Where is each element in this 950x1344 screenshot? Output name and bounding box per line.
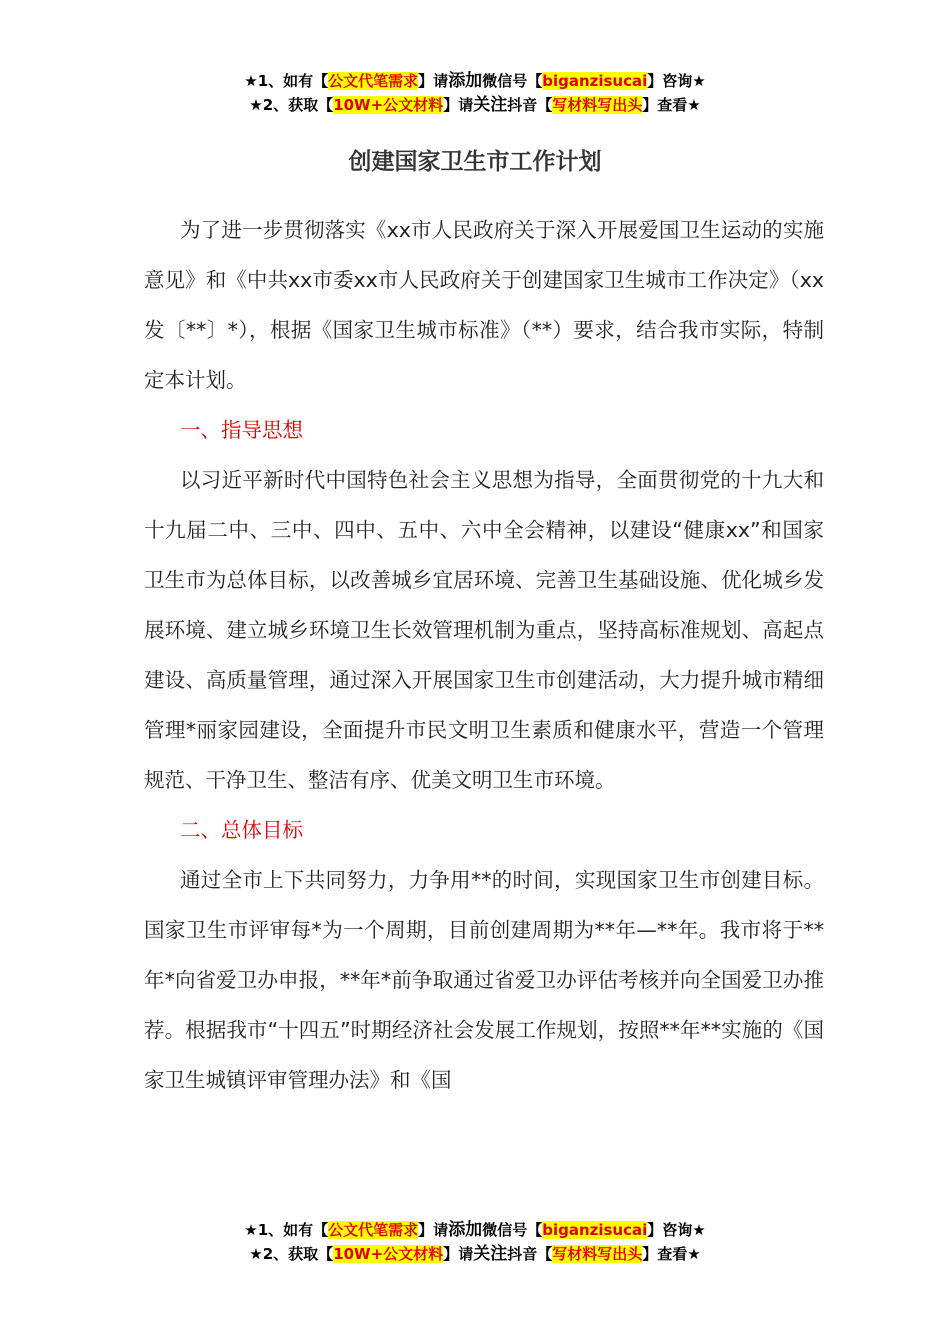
highlight-materials: 10W+公文材料 [333, 1245, 444, 1263]
banner-text: ★2、获取【 [249, 1245, 334, 1263]
banner-text: 微信号【 [482, 1221, 543, 1239]
banner-text: 抖音【 [507, 1245, 553, 1263]
banner-text: ★1、如有【 [244, 1221, 329, 1239]
section-heading-overall-goals: 二、总体目标 [180, 818, 303, 842]
banner-text: 】查看★ [642, 96, 701, 114]
highlight-service: 公文代笔需求 [328, 72, 419, 90]
highlight-service: 公文代笔需求 [328, 1221, 419, 1239]
footer-banner [0, 1218, 950, 1266]
banner-line-1 [0, 69, 950, 93]
banner-emphasis: 关注 [473, 95, 508, 115]
highlight-douyin-account: 写材料写出头 [552, 96, 643, 114]
banner-text: 】咨询★ [647, 72, 706, 90]
banner-text: 微信号【 [482, 72, 543, 90]
section-paragraph-overall-goals: 通过全市上下共同努力，力争用**的时间，实现国家卫生市创建目标。国家卫生市评审每*为一个周期，目前创建周期为**年—**年。我市将于**年*向省爱卫办申报，**年*前争取通过省爱卫办评估考核并向全国爱卫办推荐。根据我市“十四五”时期经济社会发展工作规划，按照**年**实施的《国家卫生城镇评审管理办法》和《国 [144, 868, 824, 1092]
banner-emphasis: 关注 [473, 1244, 508, 1264]
banner-text: 】咨询★ [647, 1221, 706, 1239]
banner-text: 】请 [443, 1245, 474, 1263]
banner-emphasis: 添加 [448, 1220, 483, 1240]
banner-emphasis: 添加 [448, 71, 483, 91]
highlight-materials: 10W+公文材料 [333, 96, 444, 114]
banner-text: ★1、如有【 [244, 72, 329, 90]
section-heading-guiding-ideology: 一、指导思想 [180, 418, 303, 442]
header-banner [0, 69, 950, 117]
section-paragraph-guiding-ideology: 以习近平新时代中国特色社会主义思想为指导，全面贯彻党的十九大和十九届二中、三中、四中、五中、六中全会精神，以建设“健康xx”和国家卫生市为总体目标，以改善城乡宜居环境、完善卫生基础设施、优化城乡发展环境、建立城乡环境卫生长效管理机制为重点，坚持高标准规划、高起点建设、高质量管理，通过深入开展国家卫生市创建活动，大力提升城市精细管理*丽家园建设，全面提升市民文明卫生素质和健康水平，营造一个管理规范、干净卫生、整洁有序、优美文明卫生市环境。 [144, 468, 824, 792]
banner-text: 】请 [418, 1221, 449, 1239]
banner-text: 】查看★ [642, 1245, 701, 1263]
banner-text: 抖音【 [507, 96, 553, 114]
document-body [144, 205, 824, 1105]
intro-paragraph: 为了进一步贯彻落实《xx市人民政府关于深入开展爱国卫生运动的实施意见》和《中共xx市委xx市人民政府关于创建国家卫生城市工作决定》（xx发〔**〕*），根据《国家卫生城市标准》（**）要求，结合我市实际，特制定本计划。 [144, 218, 824, 392]
highlight-wechat-id: biganzisucai [542, 1221, 648, 1239]
highlight-wechat-id: biganzisucai [542, 72, 648, 90]
banner-line-1 [0, 1218, 950, 1242]
banner-text: ★2、获取【 [249, 96, 334, 114]
banner-text: 】请 [443, 96, 474, 114]
banner-line-2 [0, 93, 950, 117]
document-title: 创建国家卫生市工作计划 [348, 149, 602, 175]
banner-text: 】请 [418, 72, 449, 90]
banner-line-2 [0, 1242, 950, 1266]
highlight-douyin-account: 写材料写出头 [552, 1245, 643, 1263]
